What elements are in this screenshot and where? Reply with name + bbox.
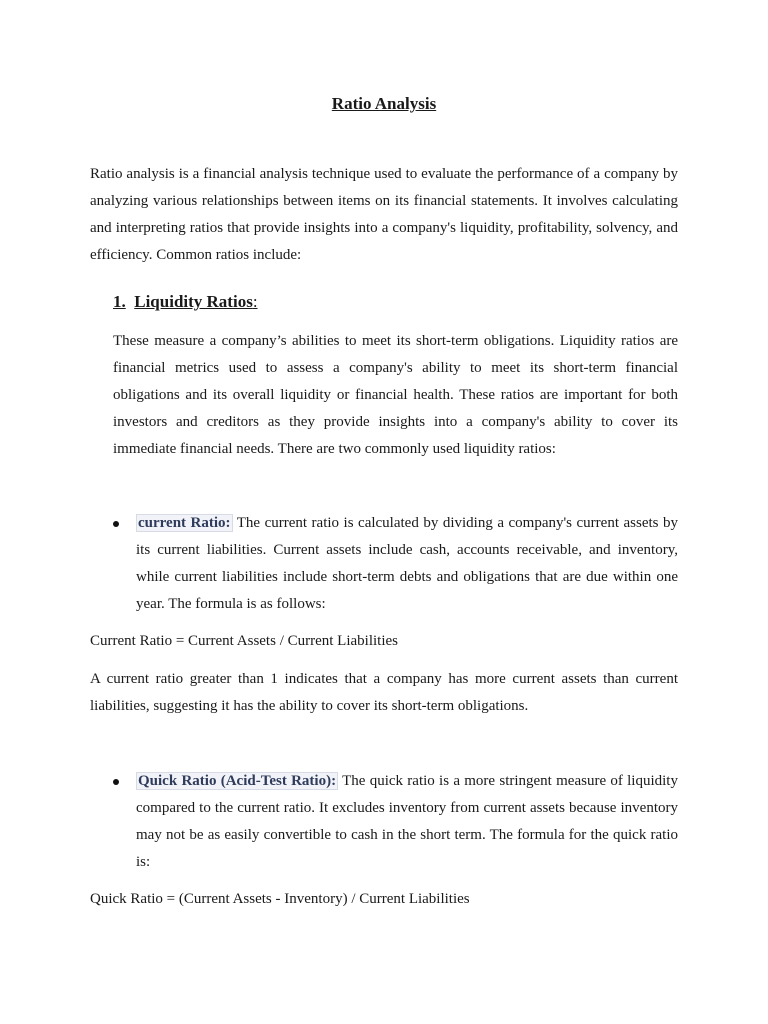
section-heading-liquidity-ratios (113, 290, 258, 314)
section-body-paragraph: These measure a company’s abilities to meet its short-term obligations. Liquidity ratios are financial metrics used to assess a company's ability to meet its short-term financial obligations and its overall liquidity or financial health. These ratios are important for both investors and creditors as they provide insights into a company's ability to cover its immediate financial needs. There are two commonly used liquidity ratios: (113, 333, 678, 457)
formula-quick-ratio: Quick Ratio = (Current Assets - Inventory) / Current Liabilities (90, 891, 470, 907)
section-number: 1. (113, 292, 126, 311)
section-heading-colon: : (252, 292, 258, 311)
bullet-current-ratio (113, 510, 678, 620)
current-ratio-note: A current ratio greater than 1 indicates that a company has more current assets than current liabilities, suggesting it has the ability to cover its short-term obligations. (90, 671, 678, 714)
section-heading-text: Liquidity Ratios (134, 292, 253, 311)
bullet-dot-icon (113, 521, 119, 527)
formula-current-ratio: Current Ratio = Current Assets / Current Liabilities (90, 633, 398, 649)
document-title: Ratio Analysis (331, 94, 437, 113)
intro-paragraph: Ratio analysis is a financial analysis technique used to evaluate the performance of a company by analyzing various relationships between items on its financial statements. It involves calculating and interpreting ratios that provide insights into a company's liquidity, profitability, solvency, and efficiency. Common ratios include: (90, 166, 678, 263)
bullet-quick-ratio (113, 768, 678, 878)
bullet-text (136, 768, 678, 876)
bullet-description: The current ratio is calculated by dividing a company's current assets by its current liabilities. Current assets include cash, accounts receivable, and inventory, while current liabilities include short-term debts and obligations that are due within one year. The formula is as follows: (136, 515, 678, 612)
bullet-text (136, 510, 678, 618)
term-current-ratio: current Ratio: (138, 515, 231, 531)
term-quick-ratio: Quick Ratio (Acid-Test Ratio): (138, 773, 337, 789)
bullet-dot-icon (113, 779, 119, 785)
bullet-description: The quick ratio is a more stringent measure of liquidity compared to the current ratio. It excludes inventory from current assets because inventory may not be as easily convertible to cash in the short term. The formula for the quick ratio is: (136, 773, 678, 870)
